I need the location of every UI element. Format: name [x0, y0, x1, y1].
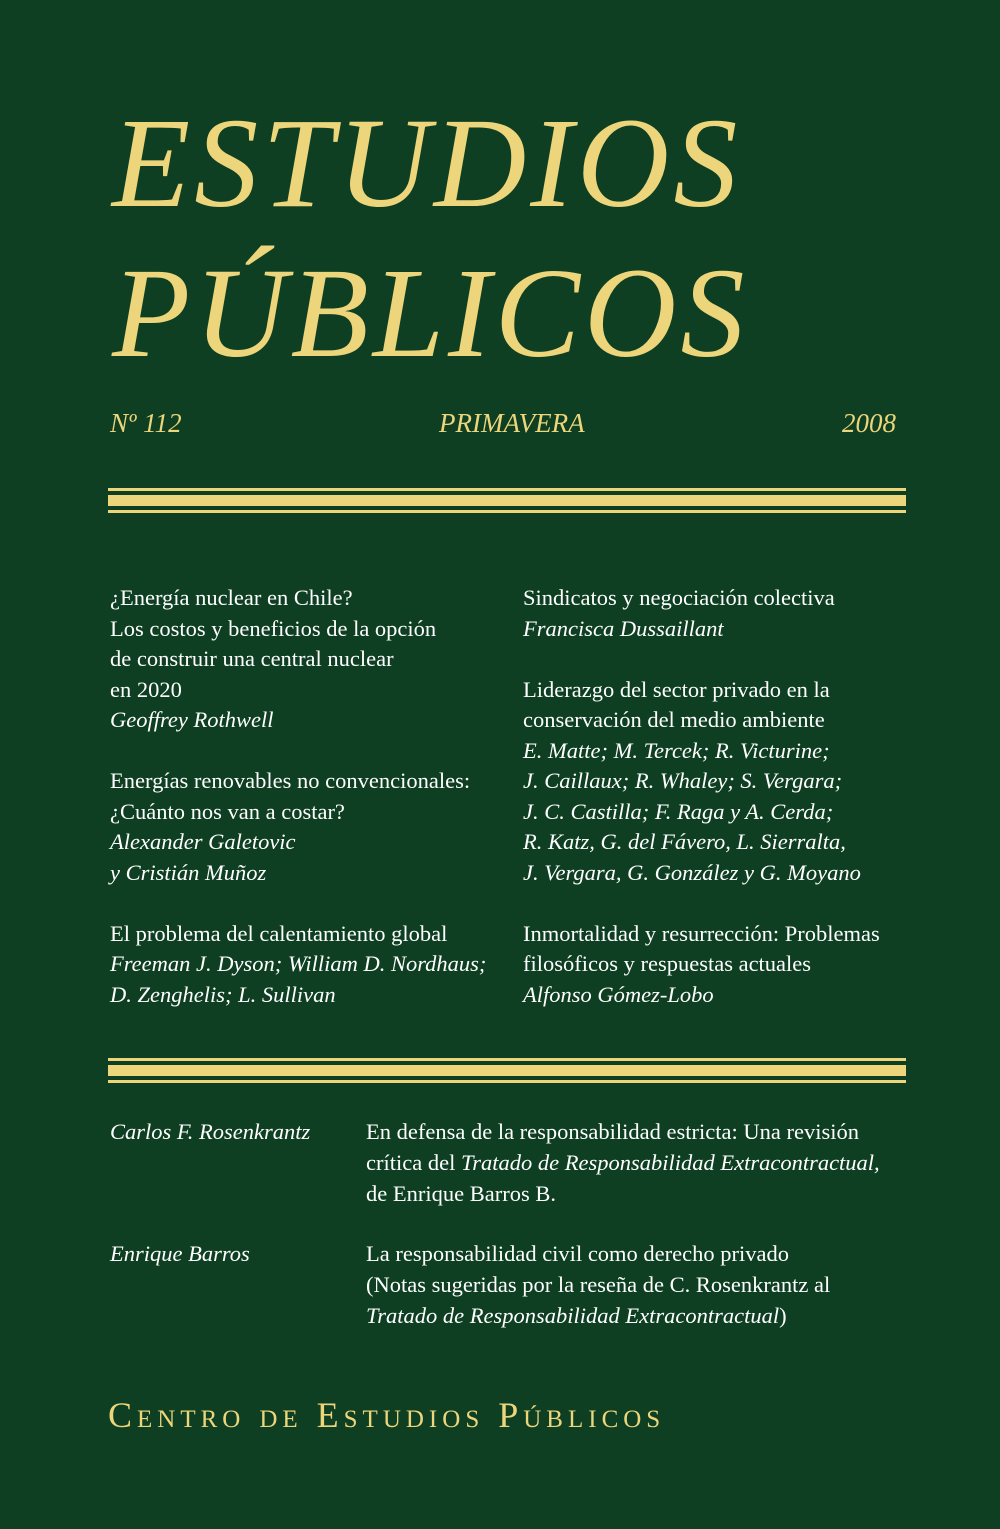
article-title-line: El problema del calentamiento global [110, 920, 448, 946]
issue-info [110, 408, 896, 439]
article-renewables [110, 766, 486, 888]
article-author: Alfonso Gómez-Lobo [523, 981, 714, 1007]
article-title-line: ¿Energía nuclear en Chile? [110, 585, 353, 610]
review-author: Carlos F. Rosenkrantz [110, 1119, 311, 1144]
journal-title-line-1: ESTUDIOS [112, 92, 742, 234]
article-author: Freeman J. Dyson; William D. Nordhaus; [110, 951, 487, 976]
review-text-part: ) [779, 1303, 787, 1328]
middle-divider [108, 1058, 906, 1083]
article-unions [523, 583, 880, 644]
review-text-line: (Notas sugeridas por la reseña de C. Rosenkrantz al [366, 1272, 831, 1297]
review-book-title: Tratado de Responsabilidad Extracontractual, [460, 1150, 880, 1175]
article-author: Geoffrey Rothwell [110, 707, 274, 732]
article-author: J. C. Castilla; F. Raga y A. Cerda; [523, 798, 834, 824]
review-text-line: de Enrique Barros B. [366, 1181, 556, 1206]
right-column [523, 583, 880, 1010]
review-author: Enrique Barros [110, 1241, 250, 1266]
review-text-part: crítica del [366, 1150, 461, 1175]
article-leadership [523, 675, 880, 889]
top-divider [108, 488, 906, 513]
journal-title [112, 88, 912, 388]
left-column [110, 583, 486, 1010]
review-text [366, 1238, 830, 1331]
review-text-line: En defensa de la responsabilidad estricta: Una revisión [366, 1119, 859, 1144]
article-title-line: Inmortalidad y resurrección: Problemas [523, 920, 880, 946]
article-author: Alexander Galetovic [110, 829, 296, 854]
article-author: Francisca Dussaillant [523, 615, 724, 641]
review-text [366, 1116, 880, 1209]
article-author: D. Zenghelis; L. Sullivan [110, 981, 336, 1007]
article-author: J. Caillaux; R. Whaley; S. Vergara; [523, 768, 843, 793]
article-author: J. Vergara, G. González y G. Moyano [523, 859, 861, 885]
article-author: E. Matte; M. Tercek; R. Victurine; [523, 737, 830, 763]
article-author: R. Katz, G. del Fávero, L. Sierralta, [523, 829, 846, 854]
issue-year: 2008 [841, 408, 896, 438]
article-title-line: ¿Cuánto nos van a costar? [110, 798, 345, 824]
publisher-name: Centro de Estudios Públicos [108, 1395, 666, 1435]
article-title-line: en 2020 [110, 676, 182, 702]
article-title-line: Sindicatos y negociación colectiva [523, 585, 835, 610]
issue-season: PRIMAVERA [439, 408, 585, 438]
article-title-line: Los costos y beneficios de la opción [110, 615, 437, 641]
article-title-line: de construir una central nuclear [110, 646, 394, 671]
review-book-title: Tratado de Responsabilidad Extracontractual [366, 1303, 780, 1328]
article-author: y Cristián Muñoz [110, 859, 267, 885]
article-global-warming [110, 919, 486, 1011]
review-text-line: La responsabilidad civil como derecho privado [366, 1241, 789, 1266]
review-text-line [366, 1300, 830, 1331]
issue-number: Nº 112 [110, 408, 182, 438]
review-text-line [366, 1147, 880, 1178]
article-immortality [523, 919, 880, 1011]
article-title-line: conservación del medio ambiente [523, 707, 825, 732]
article-title-line: filosóficos y respuestas actuales [523, 951, 812, 976]
article-title-line: Energías renovables no convencionales: [110, 768, 471, 793]
journal-title-line-2: PÚBLICOS [112, 242, 749, 384]
article-title-line: Liderazgo del sector privado en la [523, 676, 830, 702]
article-nuclear [110, 583, 486, 736]
